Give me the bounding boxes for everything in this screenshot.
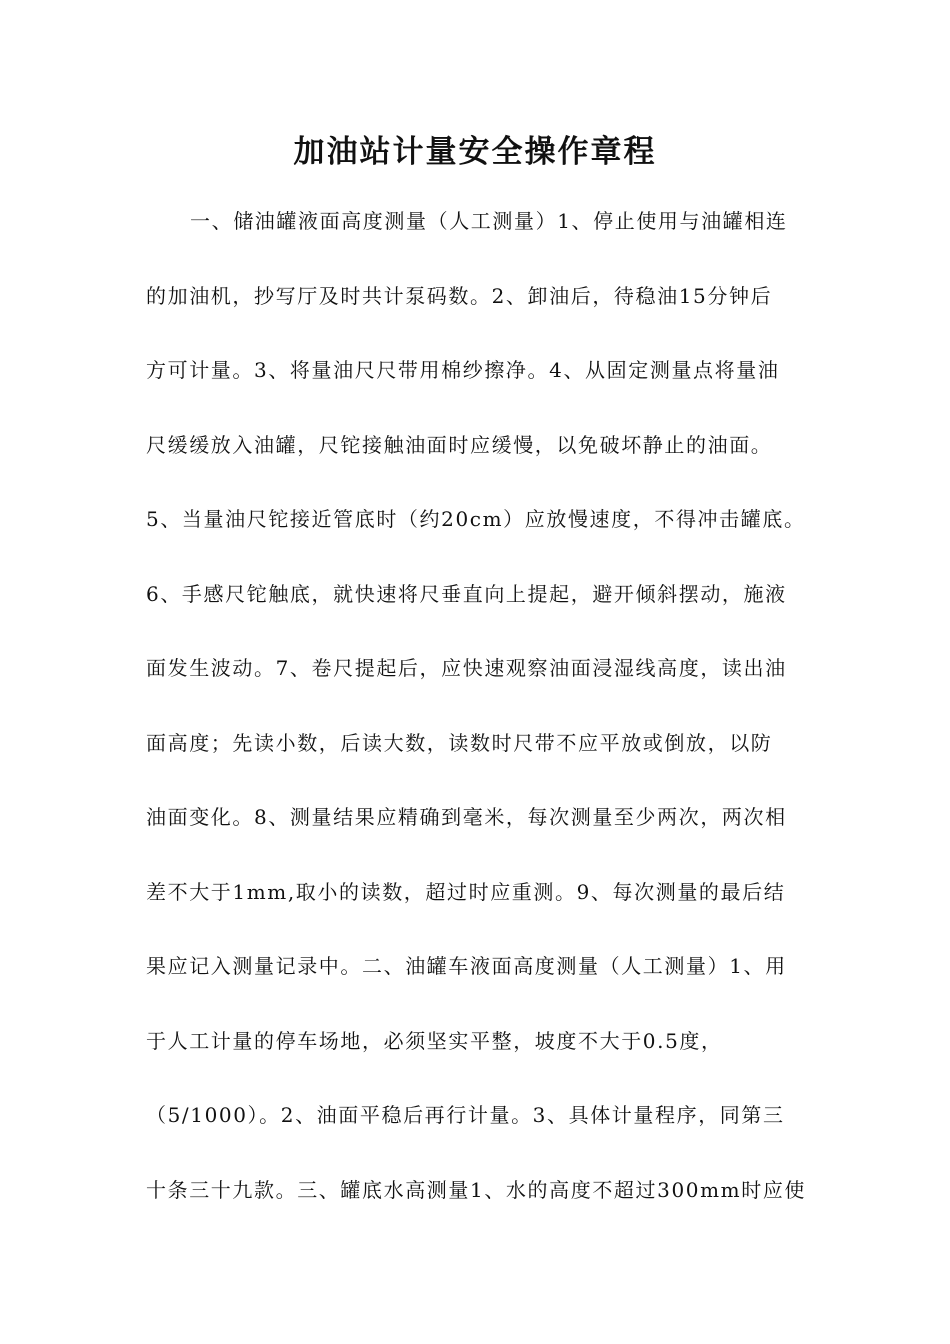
text-line: 尺缓缓放入油罐，尺铊接触油面时应缓慢，以免破坏静止的油面。 (146, 432, 773, 457)
text-line: （5/1000）。2、油面平稳后再行计量。3、具体计量程序，同第三 (146, 1103, 785, 1127)
text-line: 面发生波动。7、卷尺提起后，应快速观察油面浸湿线高度，读出油 (146, 656, 787, 680)
text-line: 十条三十九款。三、罐底水高测量1、水的高度不超过300mm时应使 (146, 1177, 807, 1202)
text-line: 面高度；先读小数，后读大数，读数时尺带不应平放或倒放，以防 (146, 730, 773, 755)
text-line: 方可计量。3、将量油尺尺带用棉纱擦净。4、从固定测量点将量油 (146, 358, 780, 382)
document-title: 加油站计量安全操作章程 (293, 134, 657, 170)
text-line: 果应记入测量记录中。二、油罐车液面高度测量（人工测量）1、用 (146, 954, 787, 978)
text-line: 油面变化。8、测量结果应精确到毫米，每次测量至少两次，两次相 (146, 805, 787, 829)
text-line: 差不大于1mm,取小的读数，超过时应重测。9、每次测量的最后结 (146, 879, 786, 904)
text-line: 6、手感尺铊触底，就快速将尺垂直向上提起，避开倾斜摆动，施液 (146, 581, 787, 606)
text-line: 5、当量油尺铊接近管底时（约20cm）应放慢速度，不得冲击罐底。 (146, 507, 806, 531)
text-line: 的加油机，抄写厅及时共计泵码数。2、卸油后，待稳油15分钟后 (146, 283, 773, 308)
document-body (146, 202, 836, 1245)
text-line: 于人工计量的停车场地，必须坚实平整，坡度不大于0.5度， (146, 1028, 723, 1053)
text-line: 一、储油罐液面高度测量（人工测量）1、停止使用与油罐相连 (190, 209, 788, 233)
